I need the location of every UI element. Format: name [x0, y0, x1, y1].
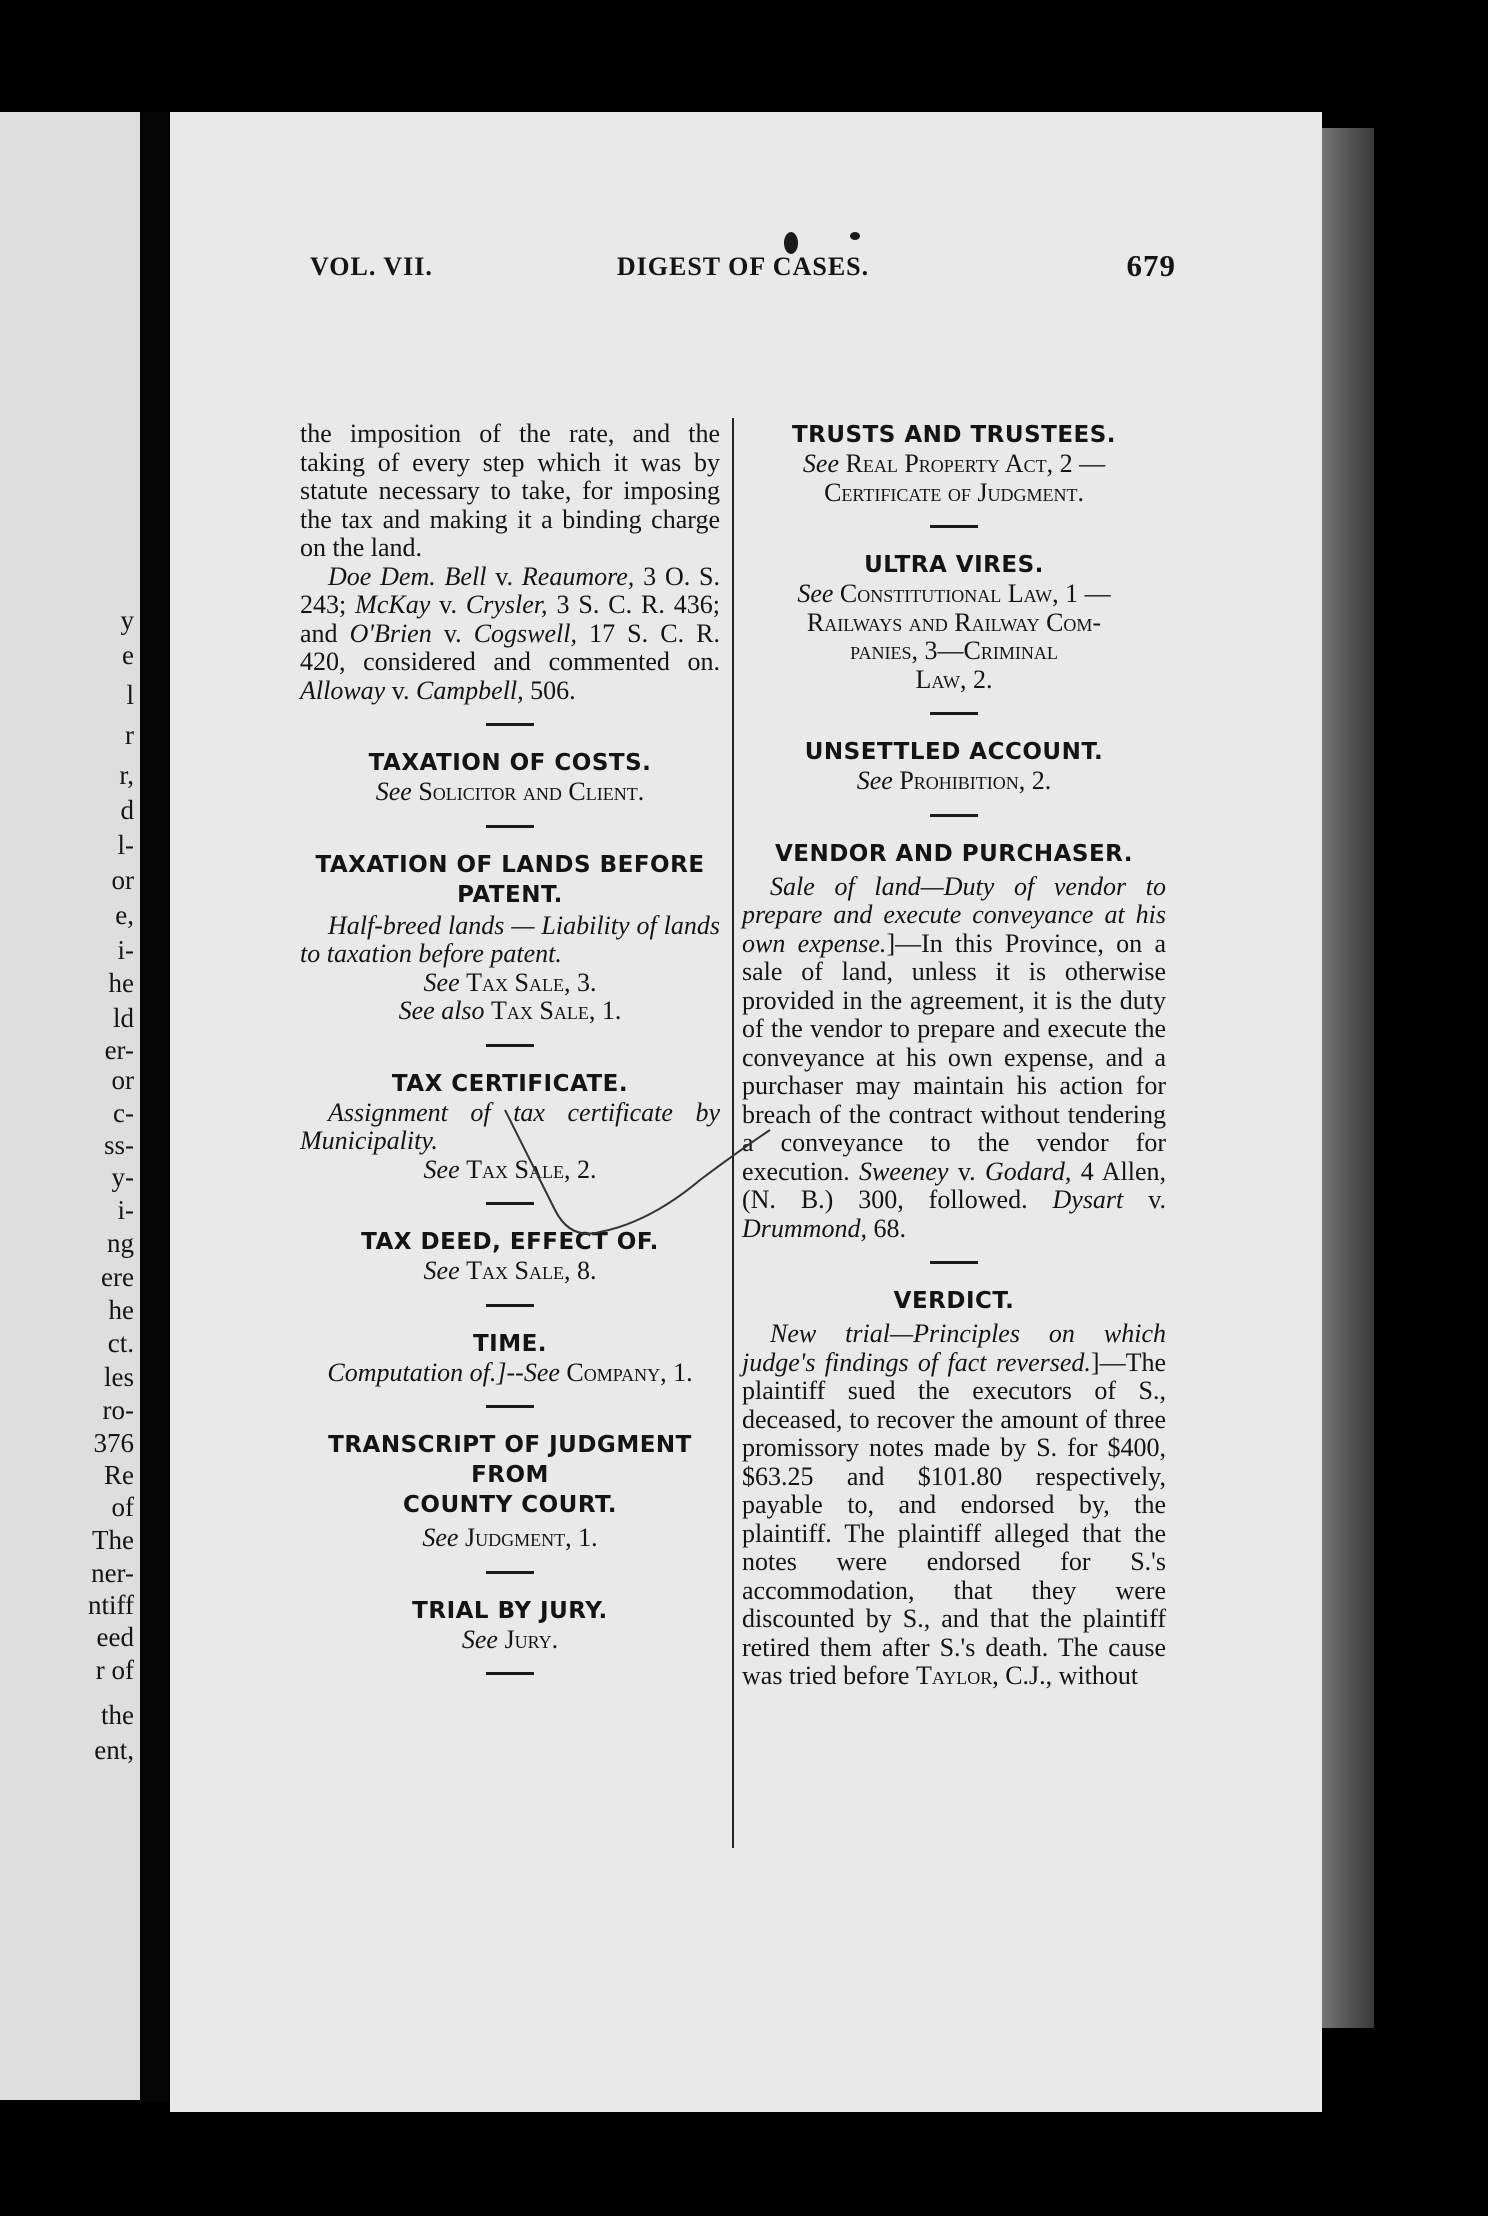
left-page-fragment: 376 [93, 1428, 134, 1458]
left-page-fragment: e [122, 640, 134, 670]
left-page-fragment: ro- [102, 1395, 134, 1425]
left-page-fragment: eed [96, 1622, 134, 1652]
see-ref: See Real Property Act, 2 — Certificate of Judgment. [802, 449, 1106, 507]
left-page-fragment: r, [119, 760, 134, 790]
citation-part: O'Brien [349, 618, 432, 648]
time-entry: Computation of.]--See Company, 1. [327, 1357, 693, 1387]
heading-transcript: TRANSCRIPT OF JUDGMENT FROM COUNTY COURT. [328, 1432, 692, 1518]
left-page-fragment: y- [111, 1162, 134, 1192]
left-page-fragment: Re [104, 1460, 134, 1490]
citation-part: McKay [355, 590, 431, 619]
left-page-fragment: e, [115, 900, 134, 930]
heading-tax-deed: TAX DEED, EFFECT OF. [361, 1229, 659, 1255]
intro-paragraph: the imposition of the rate, and the taking of every step which it was by statute necessary to take, for imposing the tax and making it a binding charge on the land. [300, 419, 720, 562]
left-page-fragment: er- [104, 1035, 134, 1065]
citation-part: Reaumore, [521, 561, 635, 591]
see-ref: See Prohibition, 2. [856, 766, 1052, 795]
see-ref: See Jury. [461, 1624, 559, 1654]
citation-part: 3 S. C. R. 436; and [300, 590, 720, 648]
left-page-fragment: he [108, 1295, 134, 1325]
citation-part: Doe Dem. Bell [328, 561, 487, 591]
left-page-fragment: ct. [107, 1328, 134, 1358]
citation-part: 3 O. S. 243; [300, 561, 720, 619]
citation-part: Alloway [300, 675, 386, 705]
left-page-fragment: or [111, 1065, 134, 1095]
left-page-fragment: d [120, 795, 134, 825]
see-ref: See Tax Sale, 3. [423, 967, 597, 997]
left-page-fragment: ner- [91, 1558, 134, 1588]
pencil-stroke [505, 1110, 770, 1234]
citation-part: 506. [523, 675, 576, 705]
left-page-fragment: or [111, 865, 134, 895]
heading-verdict: VERDICT. [893, 1288, 1015, 1314]
header-title: DIGEST OF CASES. [616, 252, 870, 281]
left-page-fragment: ent, [94, 1735, 134, 1765]
citation-part: Campbell, [416, 675, 524, 705]
left-page-fragment: r of [95, 1655, 134, 1685]
left-page-fragment: ld [112, 1003, 134, 1033]
citation-part: v. [486, 561, 522, 591]
summary-half-breed: Half-breed lands — Liability of lands to taxation before patent. [300, 910, 720, 968]
left-page-fragment: ss- [103, 1130, 134, 1160]
page-number: 679 [1126, 248, 1176, 283]
left-page-fragment: les [104, 1362, 134, 1392]
citation-part: Cogswell, [473, 618, 578, 648]
heading-trusts: TRUSTS AND TRUSTEES. [791, 422, 1117, 448]
left-page-fragment: ng [107, 1228, 134, 1258]
left-page-fragment: he [108, 968, 134, 998]
heading-ultra-vires: ULTRA VIRES. [864, 552, 1044, 578]
vendor-paragraph: Sale of land—Duty of vendor to prepare and execute conveyance at his own expense.]—In this Province, on a sale of land, unless it is otherwise provided in the agreement, it is the duty of the vendor to prepare and execute the conveyance at his own expense, and a purchaser may maintain his action for breach of the contract without tendering a conveyance to the vendor for execution. Sweeney v. Godard, 4 Allen, (N. B.) 300, followed. Dysart v. Drummond, 68. [742, 871, 1167, 1243]
volume-label: VOL. VII. [310, 252, 433, 281]
see-ref: See Judgment, 1. [422, 1523, 598, 1552]
see-ref: See Tax Sale, 8. [423, 1256, 597, 1285]
see-ref: See Tax Sale, 2. [423, 1154, 597, 1184]
heading-trial: TRIAL BY JURY. [412, 1597, 608, 1624]
heading-unsettled: UNSETTLED ACCOUNT. [804, 739, 1104, 765]
heading-vendor: VENDOR AND PURCHASER. [774, 840, 1134, 867]
left-page-fragment: r [125, 720, 134, 750]
heading-tax-certificate: TAX CERTIFICATE. [391, 1070, 629, 1097]
left-page-fragment: of [111, 1492, 134, 1522]
left-page-fragment: i- [117, 1195, 134, 1225]
citation-part: Crysler, [465, 590, 548, 619]
citation-part: v. [385, 675, 417, 705]
left-page-fragment: ntiff [88, 1590, 134, 1620]
left-page-fragment: i- [117, 935, 134, 965]
left-page-fragment: c- [113, 1098, 134, 1128]
citation-part: 17 S. C. R. 420, considered and commented on. [300, 618, 720, 676]
left-page-fragment: y [120, 605, 134, 635]
heading-taxation-costs: TAXATION OF COSTS. [368, 750, 652, 776]
left-page-fragment: the [101, 1700, 134, 1730]
summary-assignment: Assignment of tax certificate by Municipality. [300, 1097, 720, 1155]
see-ref: See Constitutional Law, 1 — Railways and Railway Com- panies, 3—Criminal Law, 2. [797, 579, 1111, 694]
heading-taxation-lands: TAXATION OF LANDS BEFORE PATENT. [315, 851, 705, 908]
left-page-fragment: The [92, 1525, 134, 1555]
see-also-ref: See also Tax Sale, 1. [398, 996, 622, 1025]
left-page-fragment: l- [117, 830, 134, 860]
citation-part: v. [431, 618, 474, 648]
see-ref: See Solicitor and Client. [375, 777, 645, 806]
heading-time: TIME. [472, 1330, 548, 1357]
verdict-paragraph: New trial—Principles on which judge's findings of fact reversed.]—The plaintiff sued the executors of S., deceased, to recover the amount of three promissory notes made by S. for $400, $63.25 and $101.80 respectively, payable to, and endorsed by, the plaintiff. The plaintiff alleged that the notes were endorsed for S.'s accommodation, that they were discounted by S., and that the plaintiff retired them after S.'s death. The cause was tried before Taylor, C.J., without [742, 1319, 1166, 1690]
left-page-fragment: l [126, 680, 134, 710]
left-page-fragment: ere [101, 1262, 134, 1292]
citation-part: v. [430, 590, 466, 619]
